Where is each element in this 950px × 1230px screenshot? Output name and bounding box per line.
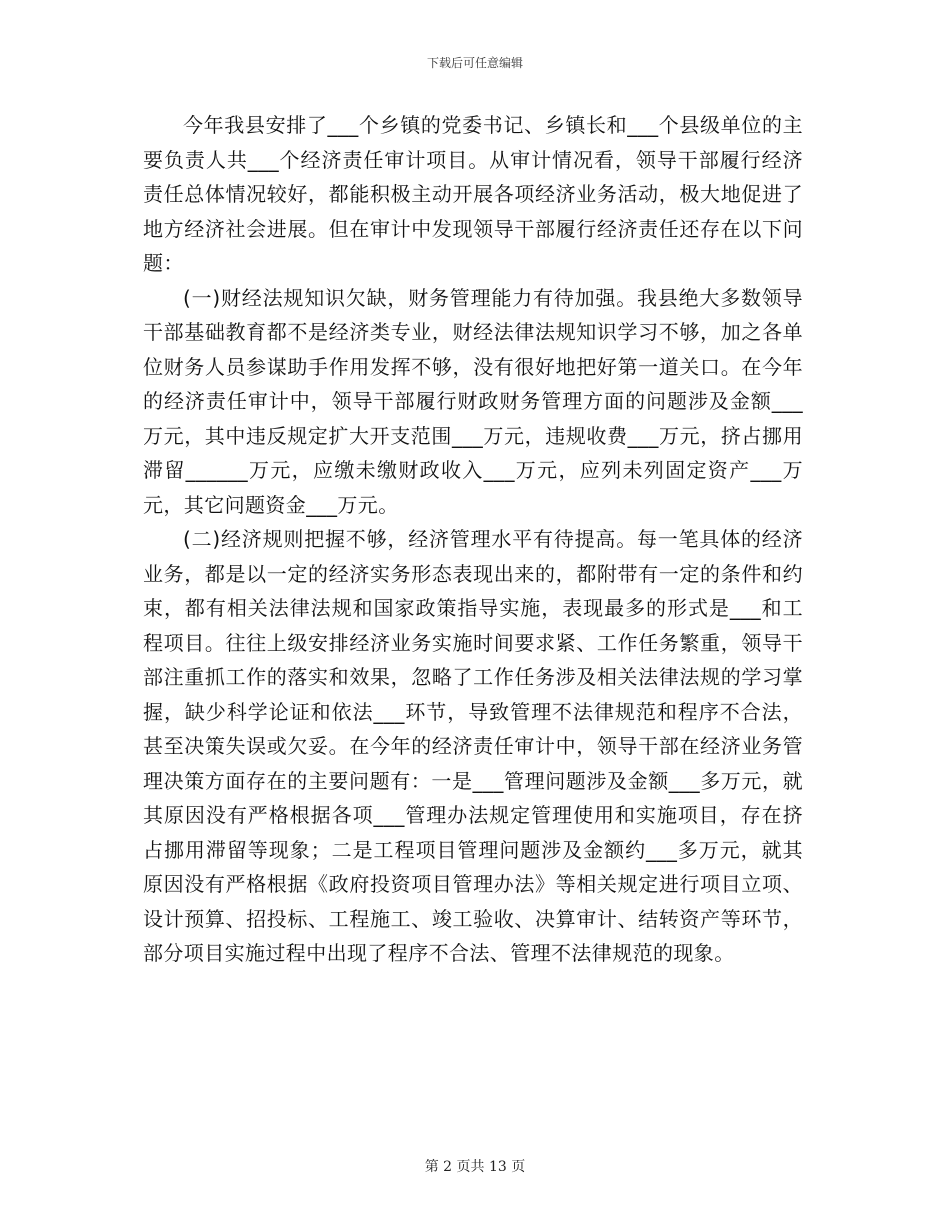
paragraph-section-1: (一)财经法规知识欠缺，财务管理能力有待加强。我县绝大多数领导干部基础教育都不是经济类专业，财经法律法规知识学习不够，加之各单位财务人员参谋助手作用发挥不够，没有很好地把好第一道关口。在今年的经济责任审计中，领导干部履行财政财务管理方面的问题涉及金额___万元，其中违反规定扩大开支范围___万元，违规收费___万元，挤占挪用滞留______万元，应缴未缴财政收入___万元，应列未列固定资产___万元，其它问题资金___万元。 [143,285,803,517]
page-number: 第 2 页共 13 页 [424,1159,526,1175]
paragraph-section-2: (二)经济规则把握不够，经济管理水平有待提高。每一笔具体的经济业务，都是以一定的经济实务形态表现出来的，都附带有一定的条件和约束，都有相关法律法规和国家政策指导实施，表现最多的形式是___和工程项目。往往上级安排经济业务实施时间要求紧、工作任务繁重，领导干部注重抓工作的落实和效果，忽略了工作任务涉及相关法律法规的学习掌握，缺少科学论证和依法___环节，导致管理不法律规范和程序不合法，甚至决策失误或欠妥。在今年的经济责任审计中，领导干部在经济业务管理决策方面存在的主要问题有：一是___管理问题涉及金额___多万元，就其原因没有严格根据各项___管理办法规定管理使用和实施项目，存在挤占挪用滞留等现象；二是工程项目管理问题涉及金额约___多万元，就其原因没有严格根据《政府投资项目管理办法》等相关规定进行项目立项、设计预算、招投标、工程施工、竣工验收、决算审计、结转资产等环节，部分项目实施过程中出现了程序不合法、管理不法律规范的现象。 [143,527,803,965]
page-header: 下载后可任意编辑 [426,56,523,70]
document-body [143,108,803,971]
paragraph-intro: 今年我县安排了___个乡镇的党委书记、乡镇长和___个县级单位的主要负责人共___个经济责任审计项目。从审计情况看，领导干部履行经济责任总体情况较好，都能积极主动开展各项经济业务活动，极大地促进了地方经济社会进展。但在审计中发现领导干部履行经济责任还存在以下问题： [143,113,803,275]
